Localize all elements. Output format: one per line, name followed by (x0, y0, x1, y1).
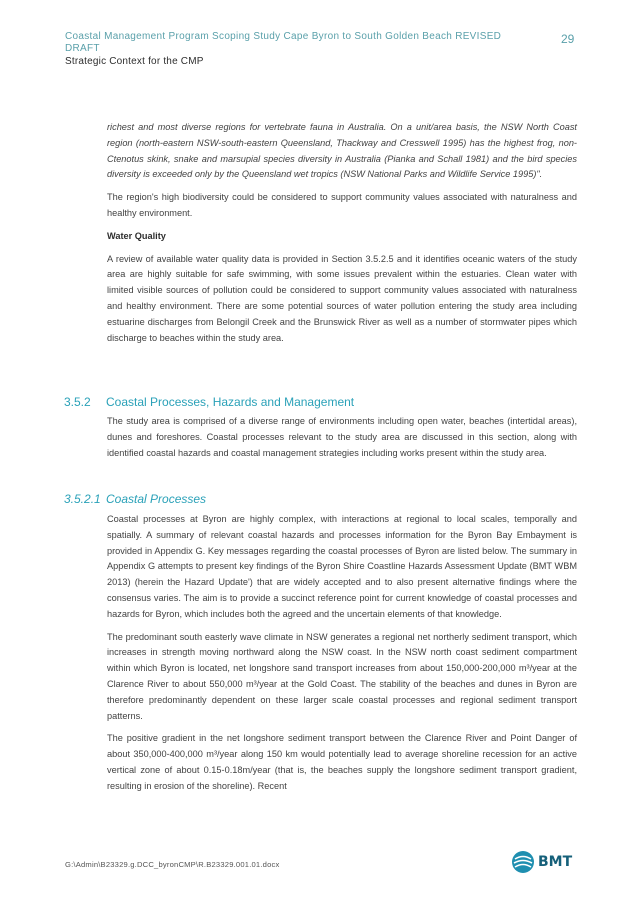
paragraph-coastal-processes-a: Coastal processes at Byron are highly complex, with interactions at regional to local scales, temporally and spatially. A summary of relevant coastal hazards and processes information for the Byron Bay Embayment is provided in Appendix G. Key messages regarding the coastal processes of Byron are listed below. The summary in Appendix G attempts to present key findings of the Byron Shire Coastline Hazards Assessment Update (BMT WBM 2013) (herein the Hazard Update') that are widely accepted and to also present alternative findings where the consensus varies. The aim is to provide a succinct reference point for current knowledge of coastal processes and hazards for Byron, which includes both the agreed and the uncertain elements of that knowledge. (107, 514, 577, 619)
body-text-block-2 (107, 414, 577, 468)
paragraph-biodiversity: The region's high biodiversity could be considered to support community values associated with naturalness and healthy environment. (107, 192, 577, 218)
paragraph-water-quality: A review of available water quality data is provided in Section 3.5.2.5 and it identifies oceanic waters of the study area are highly suitable for safe swimming, with some issues prevalent within the estuaries. Clean water with limited visible sources of pollution could be considered to support community values associated with naturalness and healthy environment. There are some potential sources of water pollution entering the study area including estuarine discharges from Belongil Creek and the Brunswick River as well as a number of stormwater pipes which discharge to beaches within the study area. (107, 253, 577, 343)
paragraph-section-3-5-2: The study area is comprised of a diverse range of environments including open water, beaches (intertidal areas), dunes and foreshores. Coastal processes relevant to the study area are discussed in this section, along with identified coastal hazards and coastal management strategies including works present within the study area. (107, 416, 577, 458)
subsection-title: Coastal Processes (106, 492, 207, 506)
body-text-block-1 (107, 120, 577, 353)
section-number: 3.5.2 (64, 395, 91, 409)
section-title: Coastal Processes, Hazards and Management (106, 395, 355, 409)
document-header-title: Coastal Management Program Scoping Study Cape Byron to South Golden Beach REVISED DRAFT (65, 31, 502, 54)
footer-file-path: G:\Admin\B23329.g.DCC_byronCMP\R.B23329.001.01.docx (65, 860, 280, 869)
paragraph-coastal-processes-c: The positive gradient in the net longshore sediment transport between the Clarence River and Point Danger of about 350,000-400,000 m³/year along 150 km would potentially lead to average shoreline recession for an active vertical zone of about 0.15-0.18m/year (that is, the beaches supply the longshore sediment transport gradient, resulting in erosion of the shoreline). Recent (107, 733, 577, 791)
bmt-logo-text: BMT (538, 854, 573, 870)
page-number: 29 (561, 32, 575, 46)
subsection-number: 3.5.2.1 (64, 492, 101, 506)
chapter-subtitle: Strategic Context for the CMP (65, 56, 204, 67)
section-heading-3-5-2 (64, 395, 354, 409)
quoted-paragraph: richest and most diverse regions for vertebrate fauna in Australia. On a unit/area basis, the NSW North Coast region (north-eastern NSW-south-eastern Queensland, Thackway and Cresswell 1995) has the highest frog, non-Ctenotus skink, snake and marsupial species diversity in Australia (Pianka and Schall 1981) and the bird species diversity is exceeded only by the Queensland wet tropics (NSW National Parks and Wildlife Service 1995)". (107, 122, 577, 180)
paragraph-coastal-processes-b: The predominant south easterly wave climate in NSW generates a regional net northerly sediment transport, which increases in strength moving northward along the NSW coast. In the NSW north coast sediment compartment within which Byron is located, net longshore sand transport increases from about 150,000-200,000 m³/year at the Clarence River to about 550,000 m³/year at the Gold Coast. The stability of the beaches and dunes in Byron are therefore predominantly dependent on these larger scale coastal processes and regional sediment transport patterns. (107, 631, 577, 721)
bmt-logo-icon (511, 850, 535, 874)
water-quality-heading: Water Quality (107, 230, 166, 241)
section-heading-3-5-2-1 (64, 492, 206, 506)
body-text-block-3 (107, 512, 577, 802)
bmt-logo (511, 847, 581, 877)
